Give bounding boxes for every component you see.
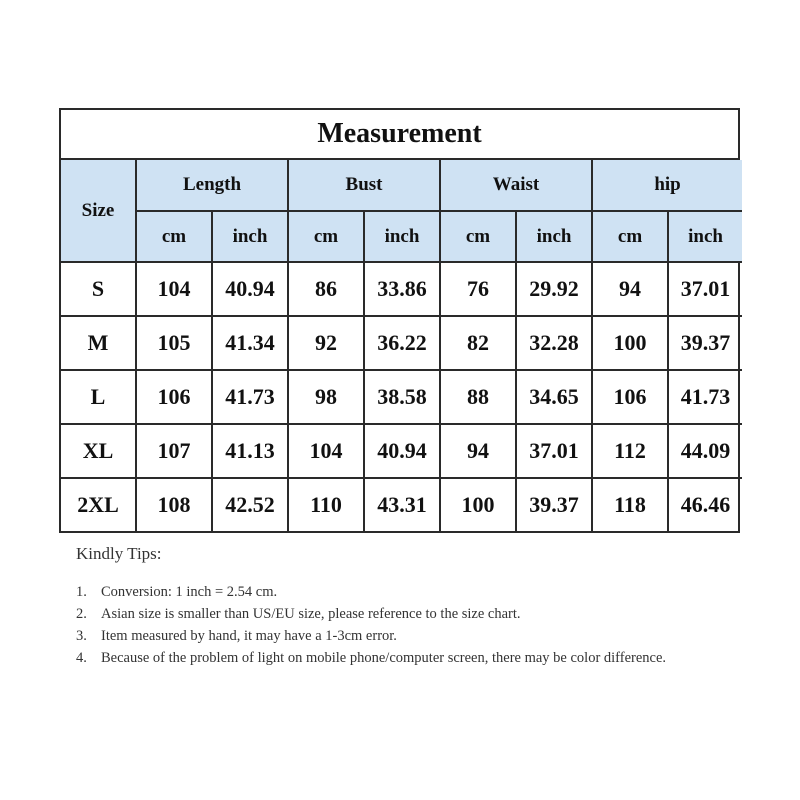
table-cell: 34.65 bbox=[516, 370, 592, 424]
unit-header: inch bbox=[516, 211, 592, 262]
table-cell: 82 bbox=[440, 316, 516, 370]
table-row bbox=[61, 316, 742, 370]
length-header: Length bbox=[136, 160, 288, 211]
size-table bbox=[61, 160, 742, 531]
table-cell: 92 bbox=[288, 316, 364, 370]
size-label: M bbox=[61, 316, 136, 370]
tip-text: Item measured by hand, it may have a 1-3cm error. bbox=[101, 628, 397, 644]
table-cell: 94 bbox=[592, 262, 668, 316]
table-cell: 32.28 bbox=[516, 316, 592, 370]
table-cell: 40.94 bbox=[364, 424, 440, 478]
table-cell: 86 bbox=[288, 262, 364, 316]
table-cell: 106 bbox=[136, 370, 212, 424]
table-row bbox=[61, 424, 742, 478]
unit-header: inch bbox=[212, 211, 288, 262]
table-cell: 118 bbox=[592, 478, 668, 531]
table-cell: 108 bbox=[136, 478, 212, 531]
tip-number: 2. bbox=[76, 606, 87, 622]
table-cell: 44.09 bbox=[668, 424, 742, 478]
list-item bbox=[76, 582, 736, 603]
table-cell: 29.92 bbox=[516, 262, 592, 316]
table-cell: 76 bbox=[440, 262, 516, 316]
table-cell: 41.73 bbox=[668, 370, 742, 424]
table-cell: 41.13 bbox=[212, 424, 288, 478]
table-cell: 39.37 bbox=[668, 316, 742, 370]
table-cell: 41.73 bbox=[212, 370, 288, 424]
table-row bbox=[61, 262, 742, 316]
table-cell: 94 bbox=[440, 424, 516, 478]
table-cell: 41.34 bbox=[212, 316, 288, 370]
table-cell: 105 bbox=[136, 316, 212, 370]
table-cell: 42.52 bbox=[212, 478, 288, 531]
table-cell: 112 bbox=[592, 424, 668, 478]
table-cell: 46.46 bbox=[668, 478, 742, 531]
size-label: L bbox=[61, 370, 136, 424]
table-row bbox=[61, 478, 742, 531]
hip-header: hip bbox=[592, 160, 742, 211]
table-cell: 38.58 bbox=[364, 370, 440, 424]
unit-header: cm bbox=[288, 211, 364, 262]
unit-header: inch bbox=[668, 211, 742, 262]
tip-number: 4. bbox=[76, 650, 87, 666]
table-cell: 98 bbox=[288, 370, 364, 424]
tips-title: Kindly Tips: bbox=[76, 544, 162, 563]
table-cell: 43.31 bbox=[364, 478, 440, 531]
table-cell: 100 bbox=[440, 478, 516, 531]
table-cell: 36.22 bbox=[364, 316, 440, 370]
size-chart bbox=[59, 108, 740, 533]
list-item bbox=[76, 648, 736, 669]
size-column-header: Size bbox=[61, 160, 136, 262]
tip-text: Because of the problem of light on mobile phone/computer screen, there may be color difference. bbox=[101, 650, 667, 666]
size-label: 2XL bbox=[61, 478, 136, 531]
unit-header: cm bbox=[136, 211, 212, 262]
table-cell: 37.01 bbox=[516, 424, 592, 478]
tips-list bbox=[76, 582, 736, 669]
tip-number: 3. bbox=[76, 628, 87, 644]
chart-title: Measurement bbox=[61, 110, 738, 160]
table-cell: 37.01 bbox=[668, 262, 742, 316]
unit-header: cm bbox=[592, 211, 668, 262]
table-cell: 33.86 bbox=[364, 262, 440, 316]
table-cell: 110 bbox=[288, 478, 364, 531]
unit-header: inch bbox=[364, 211, 440, 262]
kindly-tips bbox=[76, 544, 736, 670]
table-cell: 40.94 bbox=[212, 262, 288, 316]
tip-text: Conversion: 1 inch = 2.54 cm. bbox=[101, 584, 278, 600]
bust-header: Bust bbox=[288, 160, 440, 211]
tip-number: 1. bbox=[76, 584, 87, 600]
table-cell: 104 bbox=[136, 262, 212, 316]
table-cell: 88 bbox=[440, 370, 516, 424]
size-label: S bbox=[61, 262, 136, 316]
table-row bbox=[61, 370, 742, 424]
waist-header: Waist bbox=[440, 160, 592, 211]
unit-header: cm bbox=[440, 211, 516, 262]
table-cell: 100 bbox=[592, 316, 668, 370]
size-label: XL bbox=[61, 424, 136, 478]
list-item bbox=[76, 626, 736, 647]
table-cell: 104 bbox=[288, 424, 364, 478]
table-cell: 106 bbox=[592, 370, 668, 424]
table-cell: 107 bbox=[136, 424, 212, 478]
table-cell: 39.37 bbox=[516, 478, 592, 531]
list-item bbox=[76, 604, 736, 625]
tip-text: Asian size is smaller than US/EU size, please reference to the size chart. bbox=[101, 606, 521, 622]
